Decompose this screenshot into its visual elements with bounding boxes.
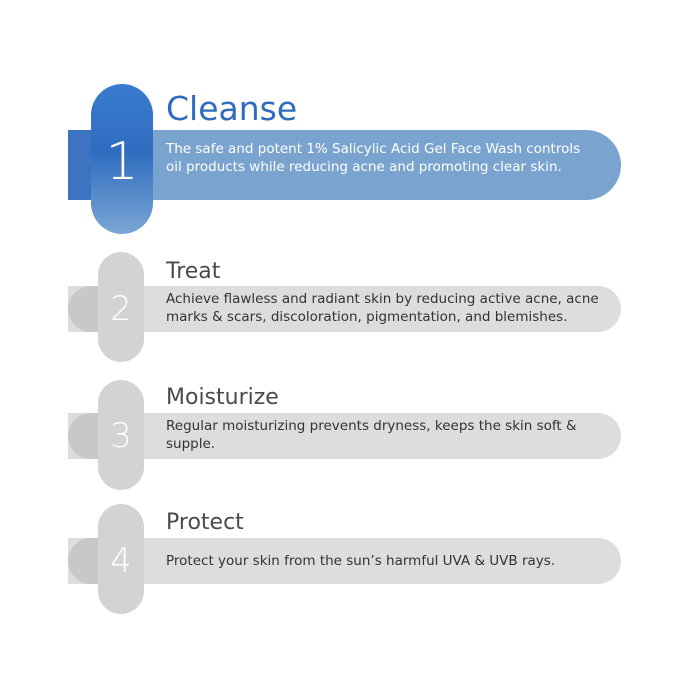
step-1-number: 1 xyxy=(105,132,139,192)
step-1-description: The safe and potent 1% Salicylic Acid Gel Face Wash controls oil products while reducing acne and promoting clear skin. xyxy=(166,141,581,175)
step-4-title: Protect xyxy=(166,510,244,535)
step-treat xyxy=(0,252,690,362)
step-2-number: 2 xyxy=(110,289,132,329)
step-1-title: Cleanse xyxy=(166,89,298,128)
step-3-description: Regular moisturizing prevents dryness, keeps the skin soft & supple. xyxy=(166,418,577,452)
step-4-number: 4 xyxy=(110,541,132,581)
step-moisturize xyxy=(0,380,690,490)
step-cleanse xyxy=(0,84,690,234)
step-3-number: 3 xyxy=(110,416,132,456)
step-protect xyxy=(0,504,690,614)
step-2-description: Achieve flawless and radiant skin by reducing active acne, acne marks & scars, discoloration, pigmentation, and blemishes. xyxy=(166,291,599,325)
step-2-title: Treat xyxy=(166,259,221,284)
step-3-title: Moisturize xyxy=(166,385,279,410)
step-4-description: Protect your skin from the sun’s harmful UVA & UVB rays. xyxy=(166,553,556,569)
